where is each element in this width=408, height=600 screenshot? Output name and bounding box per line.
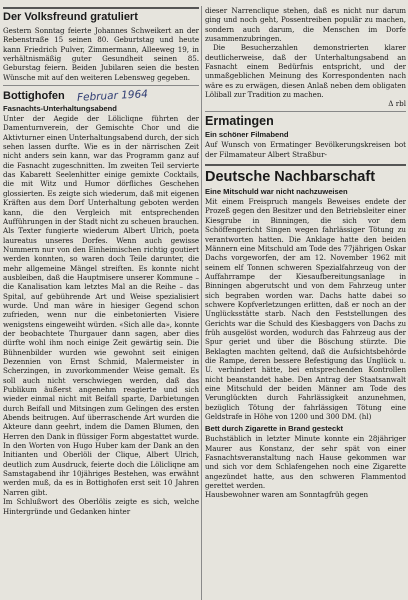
right-column (205, 6, 406, 600)
divider (205, 111, 406, 112)
subhead-filmabend: Ein schöner Filmabend (205, 130, 289, 140)
section-rule (205, 164, 406, 166)
top-rule (3, 7, 199, 9)
author-signature: Δ rbl (388, 99, 406, 109)
subhead-mitschuld: Eine Mitschuld war nicht nachzuweisen (205, 187, 348, 197)
article-zigarette: Buchstäblich in letzter Minute konnte ein 28jähriger Maurer aus Konstanz, der sehr spät von einer Fasnachtsveranstaltung nach Hause gekommen war und sich vor dem Schlafengehen noch eine Zigarette angezündet hatte, aus den schweren Flammentod gerettet werden. (205, 434, 406, 491)
left-column (3, 6, 199, 600)
headline-bottighofen: Bottighofen (3, 90, 65, 103)
headline-ermatingen: Ermatingen (205, 114, 274, 129)
article-filmabend: Auf Wunsch von Ermatinger Bevölkerungskreisen bot der Filmamateur Albert Straßbur- (205, 140, 406, 159)
bottighofen-header (3, 90, 199, 103)
article-gratulation: Gestern Sonntag feierte Johannes Schweikert an der Rebenstraße 15 seinen 80. Geburtstag und heute kann Friedrich Pulver, Zimmermann, Alleeweg 19, in verhältnismäßig guter Gesundheit seinen 85. Geburstag feiern. Beiden Jubilaren seien die besten Wünsche mit auf den weiteren Lebensweg gegeben. (3, 26, 199, 82)
divider (3, 85, 199, 86)
article-besucherzahlen: Die Besucherzahlen demonstrierten klarer deutlicherweise, daß der Unterhaltungsabend an Fasnacht einem Bedürfnis entspricht, und der unmaßgeblichen Meinung des Korrespondenten nach wäre es zu erwägen, diesen Anlaß neben dem obligaten Löliball zur Tradition zu machen. (205, 43, 406, 100)
subhead-fasnacht: Fasnachts-Unterhaltungsabend (3, 104, 117, 114)
column-separator (201, 6, 202, 600)
article-zigarette-continued: Hausbewohner waren am Sonntagfrüh gegen (205, 490, 369, 500)
article-fasnacht-continued: Im Schlußwort des Oberlölis zeigte es sich, welche Hintergründe und Gedanken hinter (3, 497, 199, 516)
article-fasnacht: Unter der Aegide der Lölicliqne führten der Damenturnverein, der Gemischte Chor und die Aktivturner einen Unterhaltungsabend durch, der sich sehen lassen durfte. Wie es in der närrischen Zeit nicht anders sein kann, war das Programm ganz auf die Fasnacht zugeschnitten. Im zweiten Teil servierte das Kabarett Seelenhitter einige gemixte Cocktails, die mit Witz und Humor dörfliches Geschehen glossierten. Es zeigte sich wiederum, daß mit eigenen Kräften aus dem Dorf Unterhaltung geboten werden kann, die den Vergleich mit entsprechenden Aufführungen in der Stadt nicht zu scheuen brauchen. Als Texter fungierte wiederum Albert Ulrich, poeta laureatus unseres Dorfes. Wenn auch gewisse Nummern nur von den Einheimischen richtig goutiert werden konnten, so waren doch Teile darunter, die mehr allgemeine Mängel streiften. Es konnte nicht ausbleiben, daß die Hauptmisere unserer Kommune – die Kanalisation kam letztes Mal an die Reihe – das Spital, auf gebührende Art und Weise spezialisiert wurde. Und man wäre in hiesiger Gegend schon zufrieden, wenn nur die einbetonierten Visiere wenigstens eingeweiht würden. «Sich alle da», konnte der beobachtete Thurgauer dann sagen, aber dies dürfte wohl ihm noch einige Zeit gewärtig sein. Die Bühnenbilder wurden wie gewohnt seit einigen Dezennien von Ernst Schmid, Malermeister in Scherzingen, in zuvorkommender Weise gemalt. Es soll auch nicht verschwiegen werden, daß das Publikum äußerst angenehm reagierte und sich wieder einmal nicht mit Beifall sparte, Darbietungen durch Beifall und Mitsingen zum Gelingen des ersten Abends beitrugen. Auf überraschende Art wurden die Akteure dann geehrt, indem die Damen Blumen, den Herren den Dank in flüssiger Form abgestattet wurde. In den Worten von Hugo Huber kam der Dank an den Initianten und Oberlöli der Clique, Albert Ulrich, deutlich zum Ausdruck, feierte doch die Lölicliqne am Samstagabend ihr 10jähriges Bestehen, was erwähnt werden muß, da es in Bottighofen erst seit 10 Jahren Narren gibt. (3, 114, 199, 497)
handwritten-date-annotation: Februar 1964 (76, 88, 148, 104)
article-narrenclique-end: dieser Narrenclique stehen, daß es nicht nur darum ging und noch geht, Possentreiben populär zu machen, sondern auch darum, die Menschen im Dorfe zusammenzubringen. (205, 6, 406, 44)
article-mitschuld: Mit einem Freispruch mangels Beweises endete der Prozeß gegen den Besitzer und den Betriebsleiter einer Kiesgrube in Binningen, die sich vor dem Schöffengericht Singen wegen fahrlässiger Tötung zu verantworten hatten. Die Anklage hatte den beiden Männern eine Mitschuld am Tode des 77jährigen Oskar Dachs vorgeworfen, der am 12. November 1962 mit seinem elf Tonnen schweren Spezialfahrzeug von der Auffahrrampe der Kiesaufbereitungsanlage in Binningen abgerutscht und von dem Fahrzeug unter sich begraben worden war. Dachs hatte dabei so schwere Kopfverletzungen erlitten, daß er noch an der Unglücksstätte starb. Nach den Feststellungen des Gerichts war die Schuld des Kiesbaggers von Dachs zu früh ausgelöst worden, wodurch das Fahrzeug aus der Spur geriet und über die Böschung stürzte. Die Beklagten machten geltend, daß die Aufsichtsbehörde die Rampe, deren bessere Befestigung das Unglück u. U. verhindert hätte, bei entsprechenden Kontrollen nicht beanstandet habe. Den Antrag der Staatsanwalt eine Mitschuld der beiden Männer am Tode des Verunglückten durch Fahrlässigkeit anzunehmen, bezüglich Tötung der fahrlässigen Tötung eine Geldstrafe in Höhe von 1200 und 300 DM. (hl) (205, 197, 406, 422)
headline-deutsche-nachbarschaft: Deutsche Nachbarschaft (205, 169, 376, 186)
subhead-zigarette: Bett durch Zigarette in Brand gesteckt (205, 424, 343, 434)
headline-volksfreund: Der Volksfreund gratuliert (3, 11, 138, 23)
